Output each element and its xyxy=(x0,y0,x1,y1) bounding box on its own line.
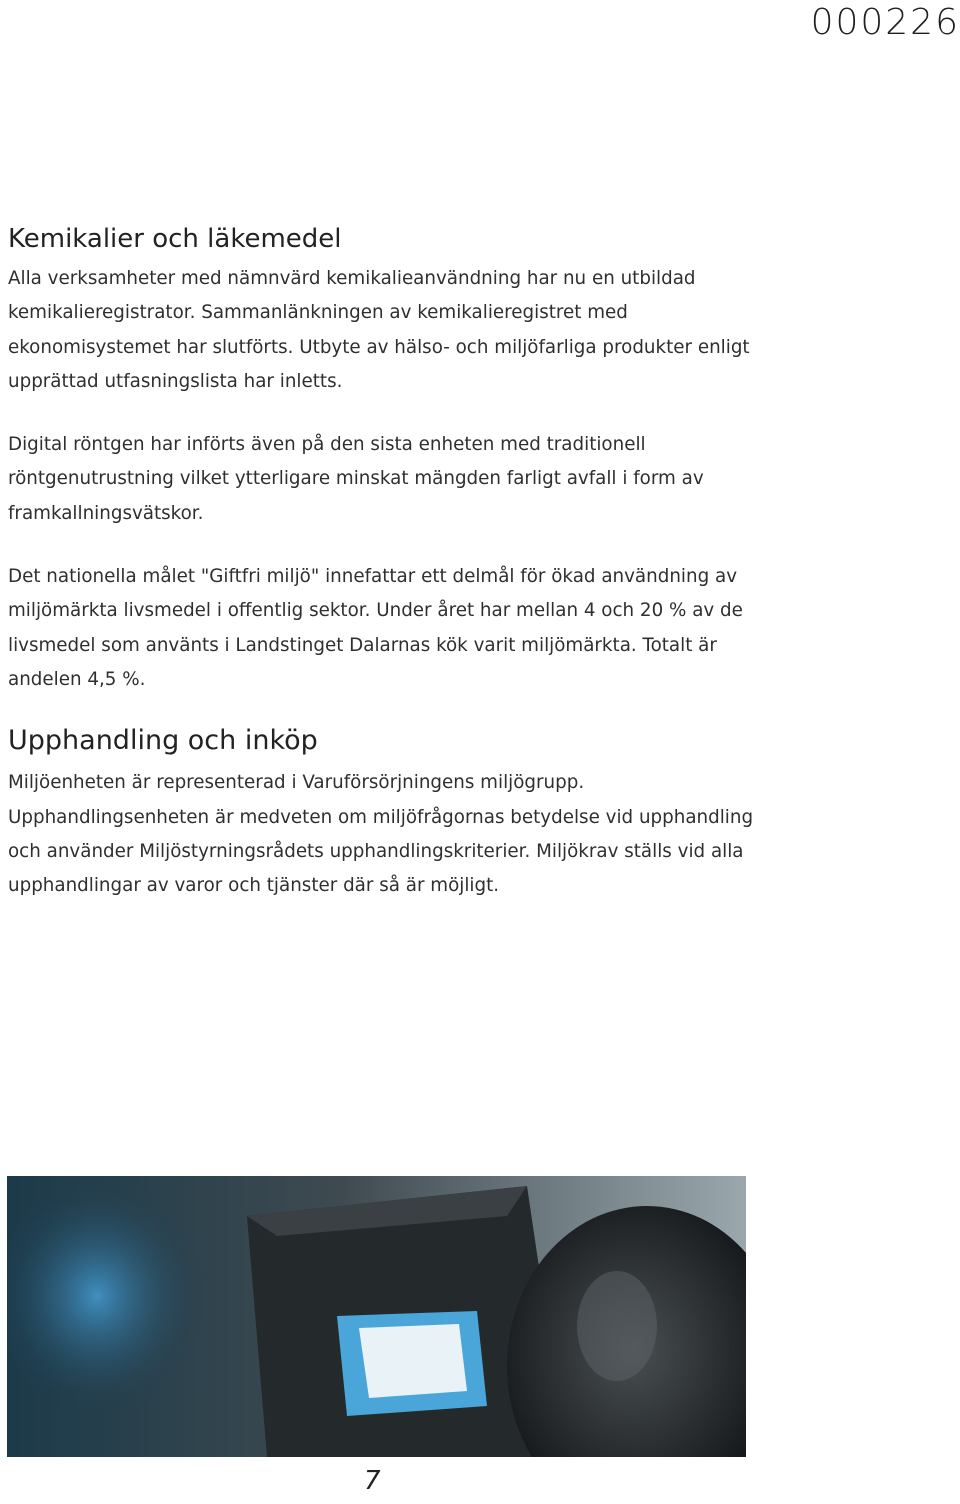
main-content xyxy=(8,224,760,903)
section-heading-kemikalier: Kemikalier och läkemedel xyxy=(8,224,342,254)
paragraph-kemikalieregistrator: Alla verksamheter med nämnvärd kemikalieanvändning har nu en utbildad kemikalieregistrator. Sammanlänkningen av kemikalieregistret med ekonomisystemet har slutförts. Utbyte av hälso- och miljöfarliga produkter enligt upprättad utfasningslista har inletts. xyxy=(8,268,750,392)
document-stamp-number: 000226 xyxy=(810,2,960,43)
page-number: 7 xyxy=(364,1466,381,1496)
paragraph-upphandling: Miljöenheten är representerad i Varuförsörjningens miljögrupp. Upphandlingsenheten är medveten om miljöfrågornas betydelse vid upphandling och använder Miljöstyrningsrådets upphandlingskriterier. Miljökrav ställs vid alla upphandlingar av varor och tjänster där så är möjligt. xyxy=(8,772,754,897)
paragraph-giftfri-miljo: Det nationella målet "Giftfri miljö" innefattar ett delmål för ökad användning av miljömärkta livsmedel i offentlig sektor. Under året har mellan 4 och 20 % av de livsmedel som använts i Landstinget Dalarnas kök varit miljömärkta. Totalt är andelen 4,5 %. xyxy=(8,566,743,690)
xray-viewer-photo xyxy=(7,1176,746,1457)
paragraph-digital-rontgen: Digital röntgen har införts även på den sista enheten med traditionell röntgenutrustning vilket ytterligare minskat mängden farligt avfall i form av framkallningsvätskor. xyxy=(8,434,704,524)
section-heading-upphandling: Upphandling och inköp xyxy=(8,725,318,757)
